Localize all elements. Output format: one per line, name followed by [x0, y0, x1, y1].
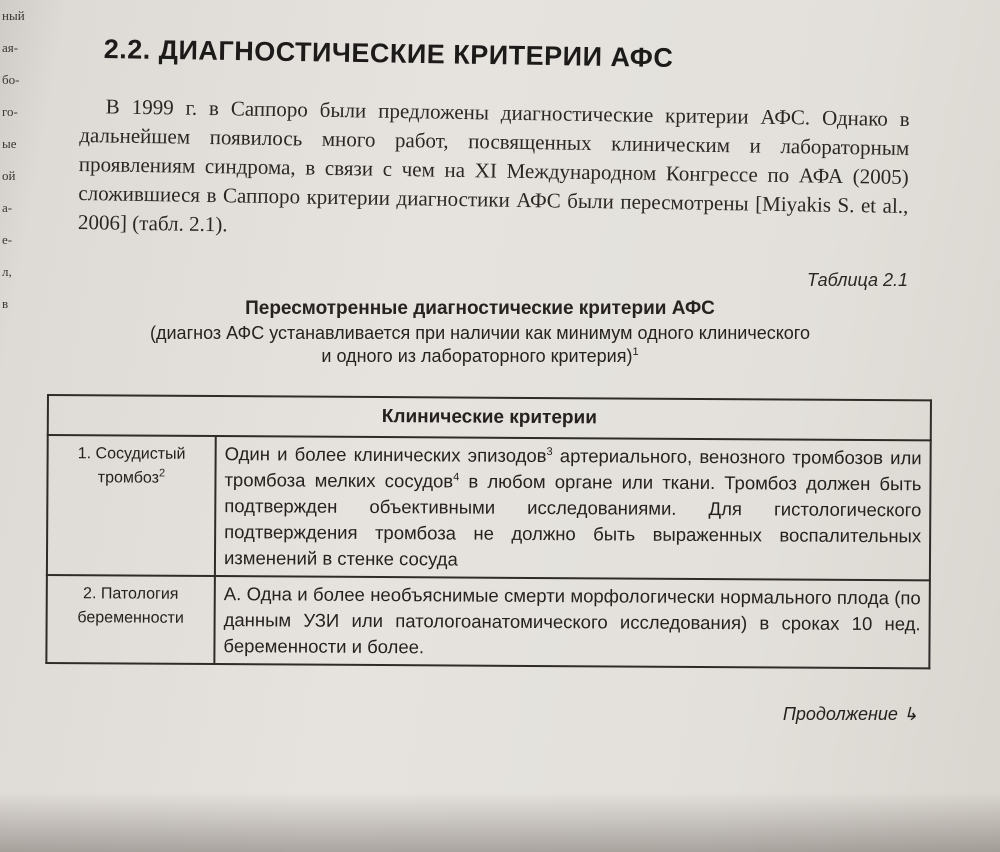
- criterion-description-cell: [214, 576, 930, 668]
- caption-subtitle-text: (диагноз АФС устанавливается при наличии как минимум одного клинического и одного из лабораторного критерия): [150, 323, 810, 366]
- gutter-fragment: ный: [2, 8, 25, 23]
- intro-paragraph: В 1999 г. в Саппоро были предложены диагностические критерии АФС. Однако в дальнейшем появилось много работ, посвященных клиническим и лабораторным проявлениям синдрома, в связи с чем на XI Международном Конгрессе по АФА (2005) сложившиеся в Саппоро критерии диагностики АФС были пересмотрены [Miyakis S. et al., 2006] (табл. 2.1).: [77, 94, 910, 237]
- criterion-description-part: в любом органе или ткани. Тромбоз должен быть подтвержден объективными исследованиями. Для гистологического подтверждения тромбоза не должно быть выраженных воспалительных изменений в стенке сосуда: [223, 470, 922, 570]
- gutter-fragment: ая-: [2, 40, 19, 55]
- footnote-marker: 1: [632, 346, 639, 358]
- criterion-name-cell: [46, 575, 215, 664]
- criterion-description-cell: [215, 436, 931, 580]
- footnote-marker: 4: [453, 471, 460, 484]
- criterion-name: 2. Патология беременности: [77, 585, 184, 627]
- table-row: [46, 575, 930, 668]
- gutter-fragment: ые: [2, 136, 17, 151]
- footnote-marker: 2: [158, 467, 166, 480]
- criterion-description: А. Одна и более необъяснимые смерти морфологически нормального плода (по данным УЗИ или патологоанатомического исследования) в сроках 10 нед. беременности и более.: [223, 583, 921, 658]
- gutter-fragment: бо-: [2, 72, 20, 87]
- table-caption-title: Пересмотренные диагностические критерии АФС: [245, 298, 715, 319]
- criterion-name: 1. Сосудистый тромбоз: [77, 445, 186, 487]
- criterion-name-cell: [47, 435, 216, 576]
- gutter-fragment: а-: [2, 200, 13, 215]
- criterion-description-part: Один и более клинических эпизодов: [224, 443, 547, 467]
- table-header-row: [48, 395, 931, 440]
- table-row: [47, 435, 931, 580]
- previous-page-gutter-text: [0, 0, 24, 400]
- gutter-fragment: в: [2, 296, 9, 311]
- table-caption-subtitle: [150, 322, 810, 368]
- gutter-fragment: го-: [2, 104, 18, 119]
- table-caption: [150, 296, 810, 368]
- table-label: Таблица 2.1: [806, 270, 908, 290]
- gutter-fragment: ой: [2, 168, 16, 183]
- footnote-marker: 3: [546, 445, 553, 458]
- gutter-fragment: л,: [2, 264, 12, 279]
- continued-label: Продолжение ↳: [782, 704, 918, 724]
- section-title: 2.2. ДИАГНОСТИЧЕСКИЕ КРИТЕРИИ АФС: [103, 34, 674, 73]
- gutter-fragment: е-: [2, 232, 13, 247]
- criteria-table: [45, 394, 932, 669]
- criterion-description-part: артериального, венозного тромбозов или тромбоза мелких сосудов: [224, 445, 922, 492]
- table-header-cell: Клинические критерии: [48, 395, 931, 440]
